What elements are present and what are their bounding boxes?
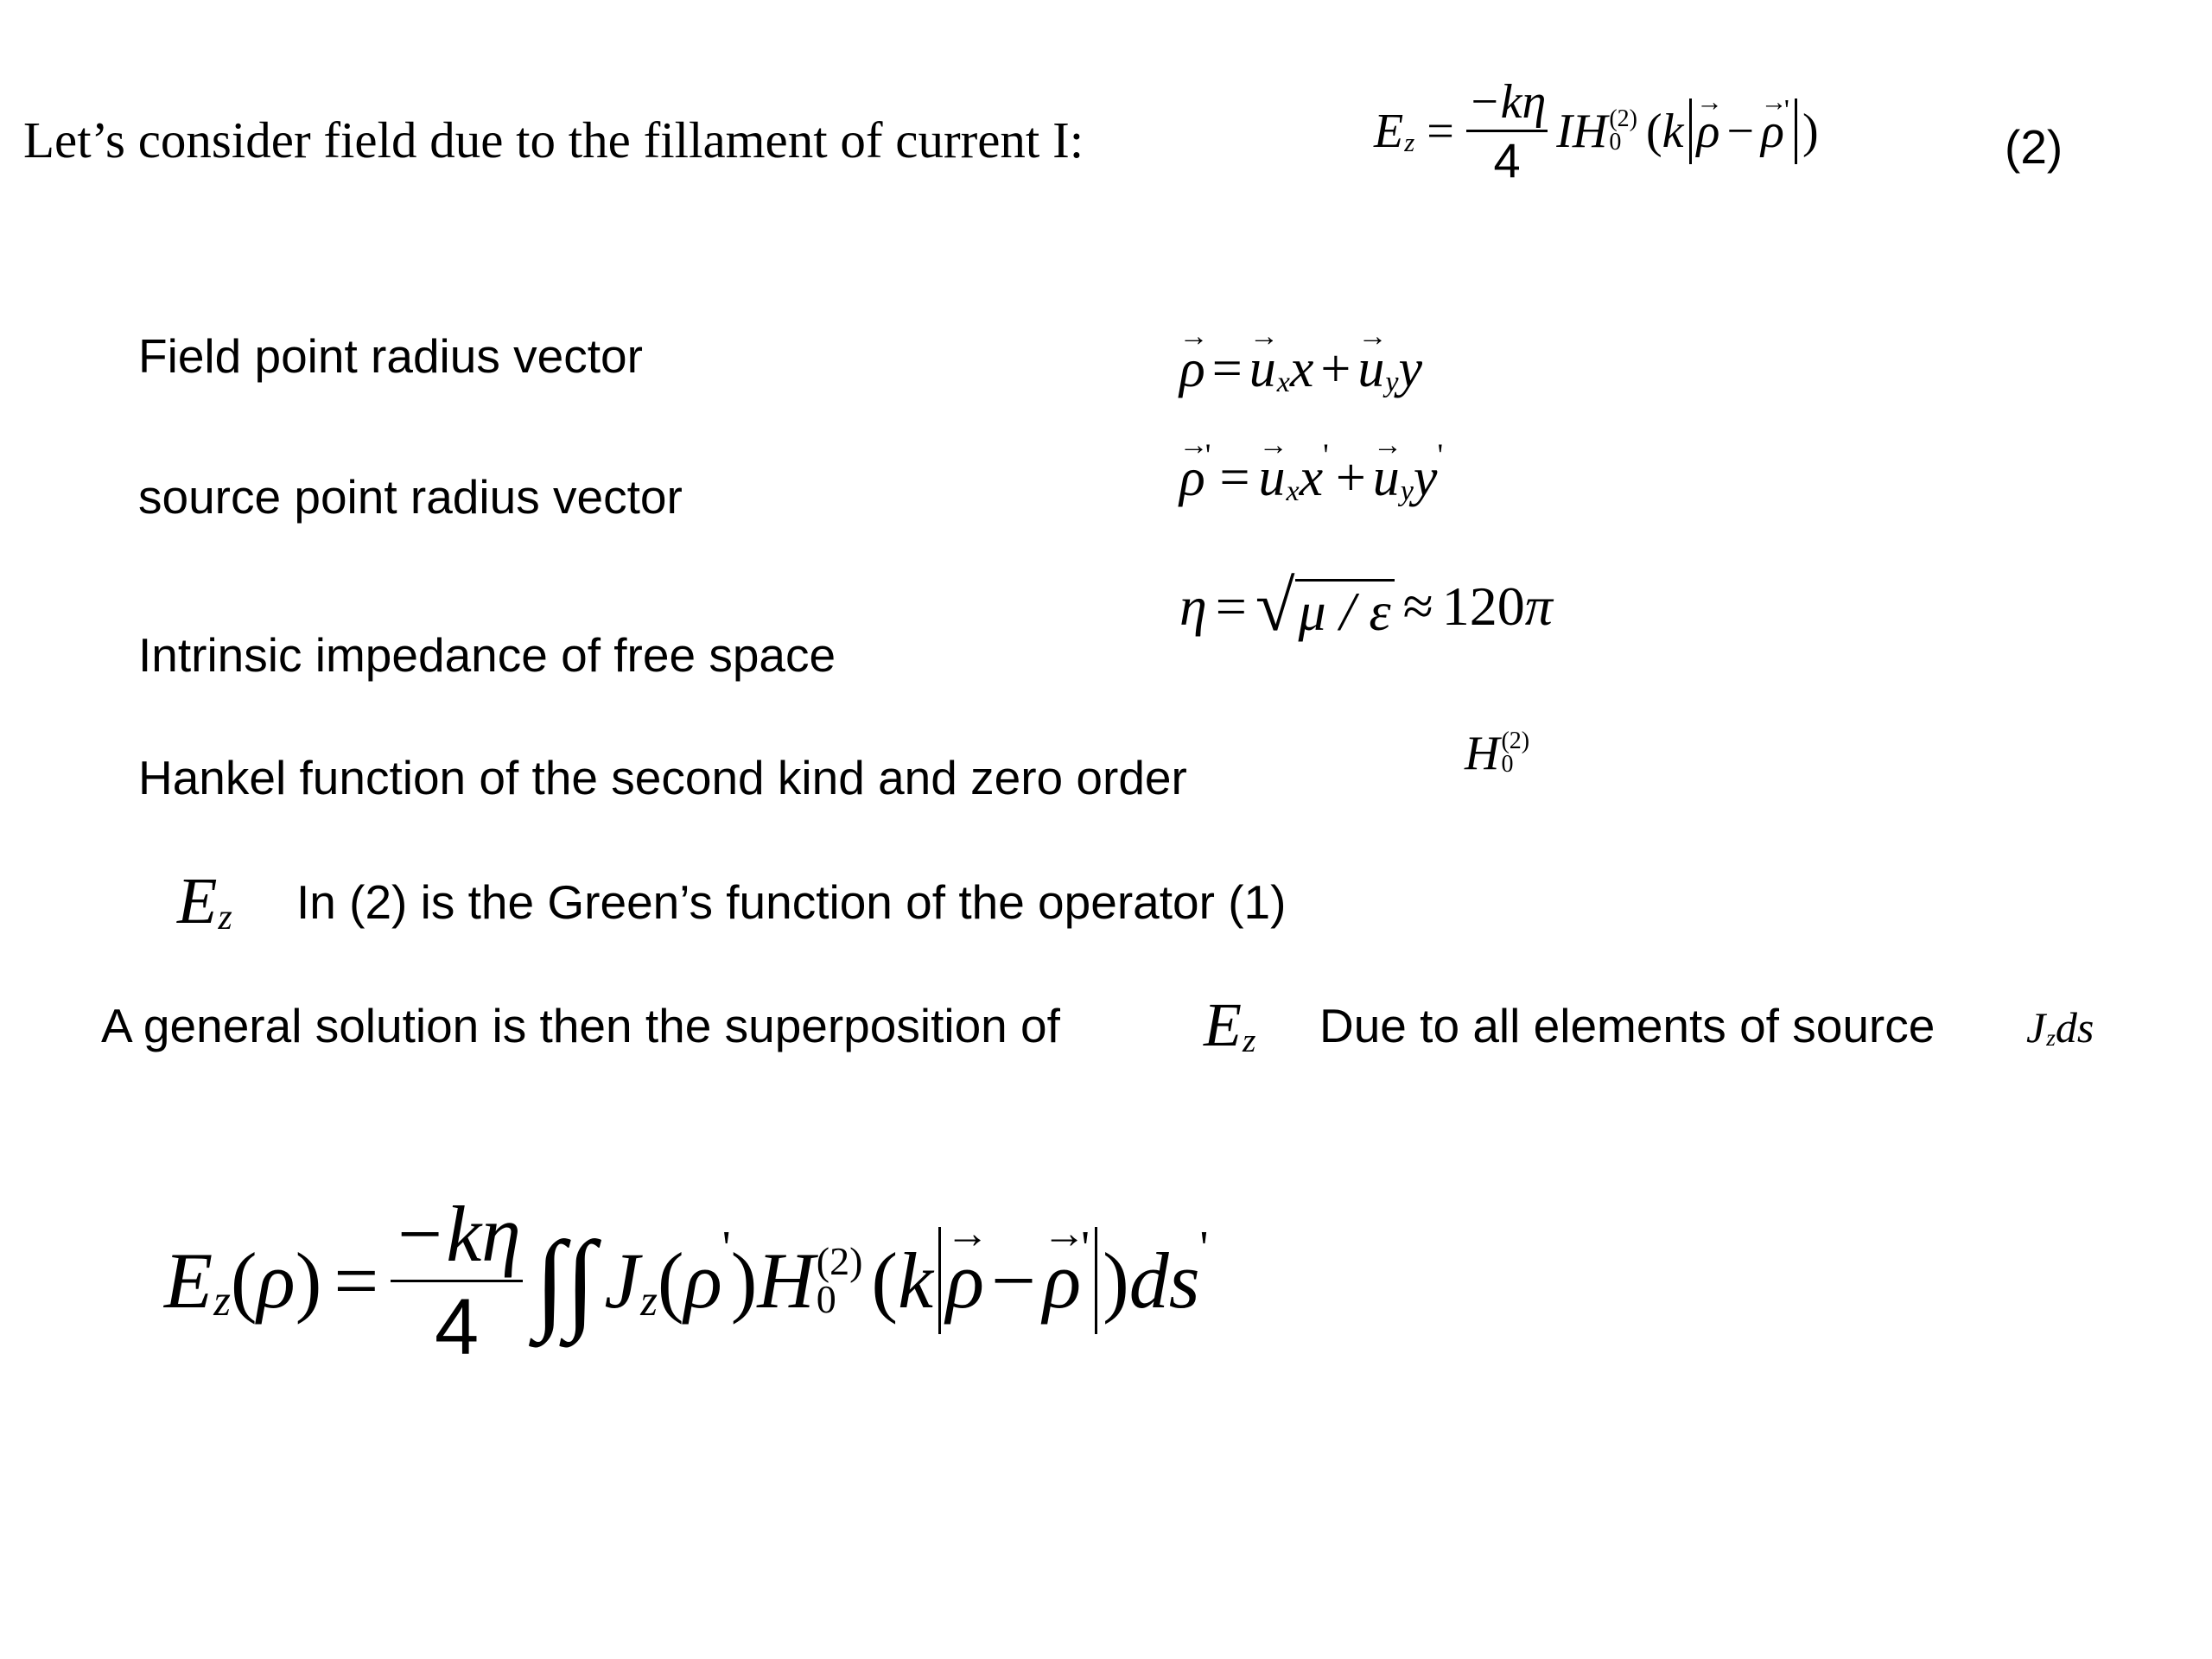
impedance-equation: η = √ μ / ε ≈ 120 π [1179, 566, 1553, 645]
source-point-equation: → ρ ' = → u x x ' + → u y y ' [1179, 448, 1443, 509]
def-label-impedance: Intrinsic impedance of free space [138, 628, 836, 682]
field-point-equation: → ρ = → u x x + → u y y [1179, 339, 1422, 400]
hankel-symbol: H (2) 0 [1465, 727, 1530, 780]
equation-number: (2) [2005, 120, 2063, 174]
general-solution-text: A general solution is then the superposition of [101, 999, 1060, 1052]
filament-field-equation: E z = $\frac{-k\eta}{4}$ IH (2) 0 ( k → ρ − → ρ ' ) [1374, 74, 1819, 188]
intro-text: Let’s consider field due to the fillament of current I: [23, 111, 1084, 168]
def-label-hankel: Hankel function of the second kind and zero order [138, 751, 1187, 804]
ez-symbol-general: E z [1204, 990, 1256, 1060]
green-function-text: In (2) is the Green’s function of the operator (1) [296, 875, 1287, 929]
due-to-elements-text: Due to all elements of source [1319, 999, 1936, 1052]
ez-symbol-green: E z [177, 865, 232, 938]
def-label-source-point: source point radius vector [138, 470, 683, 524]
source-element-symbol: J z ds [2026, 1003, 2094, 1052]
def-label-field-point: Field point radius vector [138, 329, 643, 383]
general-solution-integral: E z ( ρ ) = $\frac{-k\eta}{4}$ ∫ ∫ J z ( ρ ' ) H (2) 0 ( k → ρ − → ρ ' ) ds ' [164, 1188, 1209, 1373]
